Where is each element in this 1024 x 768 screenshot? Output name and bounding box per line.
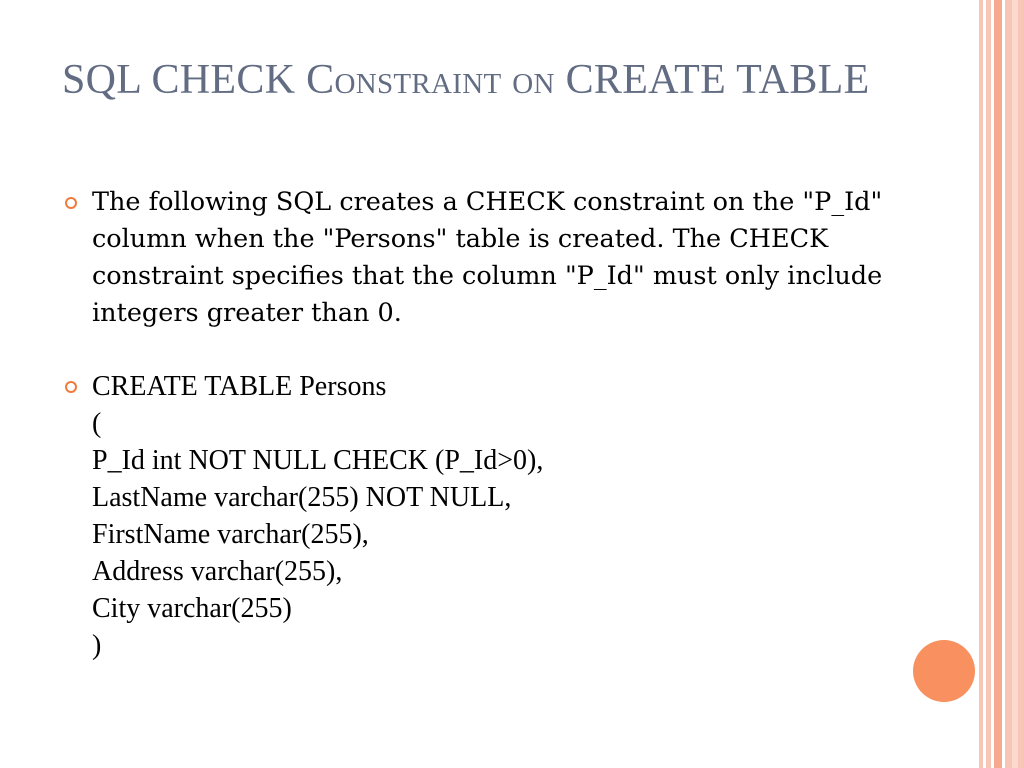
sql-code-block [92, 368, 892, 664]
code-line: P_Id int NOT NULL CHECK (P_Id>0), [92, 445, 544, 476]
code-line: ( [92, 408, 102, 439]
code-line: CREATE TABLE Persons [92, 371, 387, 402]
bullet-list [62, 184, 892, 664]
decorative-stripe [1005, 0, 1024, 768]
hollow-circle-bullet-icon [65, 197, 77, 209]
code-line: LastName varchar(255) NOT NULL, [92, 482, 512, 513]
orange-circle-decoration [913, 640, 975, 702]
slide-title [62, 54, 922, 106]
code-line: Address varchar(255), [92, 556, 343, 587]
decorative-stripe [986, 0, 991, 768]
title-part-sql-check: SQL CHECK [62, 57, 307, 103]
code-line: City varchar(255) [92, 593, 292, 624]
decorative-stripe-inner [1012, 0, 1018, 768]
bullet-item-description [62, 184, 892, 332]
code-line: FirstName varchar(255), [92, 519, 369, 550]
bullet-item-code [62, 368, 892, 664]
code-line: ) [92, 630, 102, 661]
title-part-constraint-on: Constraint on [306, 57, 555, 103]
bullet-text: The following SQL creates a CHECK constraint on the "P_Id" column when the "Persons" table is created. The CHECK constraint specifies that the column "P_Id" must only include integers greater than 0. [92, 187, 883, 328]
decorative-stripe [994, 0, 1002, 768]
hollow-circle-bullet-icon [65, 381, 77, 393]
decorative-stripe [979, 0, 983, 768]
title-part-create-table: CREATE TABLE [554, 57, 870, 103]
